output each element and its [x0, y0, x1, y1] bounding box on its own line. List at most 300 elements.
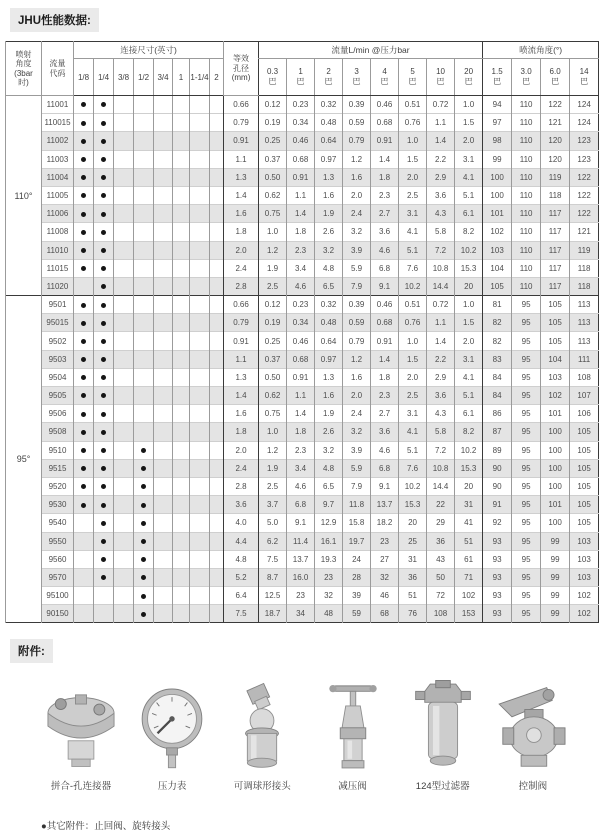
connection-dot-cell — [173, 350, 190, 368]
angle-value-cell: 110 — [512, 132, 541, 150]
dot-icon — [101, 539, 106, 544]
flow-value-cell: 34 — [287, 605, 315, 623]
angle-value-cell: 110 — [512, 168, 541, 186]
angle-value-cell: 95 — [512, 314, 541, 332]
table-row — [6, 186, 599, 204]
flow-value-cell: 0.12 — [259, 296, 287, 314]
flow-value-cell: 6.8 — [371, 459, 399, 477]
flow-value-cell: 1.5 — [399, 150, 427, 168]
header-flow-code: 流量 代码 — [42, 42, 74, 96]
connection-dot-cell — [74, 314, 94, 332]
flow-value-cell: 0.25 — [259, 332, 287, 350]
connection-dot-cell — [74, 605, 94, 623]
flow-code-cell: 11003 — [42, 150, 74, 168]
flow-value-cell: 8.7 — [259, 568, 287, 586]
connection-dot-cell — [190, 477, 210, 495]
dot-icon — [101, 393, 106, 398]
orifice-cell: 3.6 — [224, 496, 259, 514]
flow-code-cell: 9540 — [42, 514, 74, 532]
connection-dot-cell — [173, 423, 190, 441]
connection-dot-cell — [74, 405, 94, 423]
flow-value-cell: 1.0 — [455, 96, 483, 114]
flow-value-cell: 4.8 — [315, 459, 343, 477]
connection-dot-cell — [173, 114, 190, 132]
connection-dot-cell — [74, 277, 94, 295]
angle-value-cell: 90 — [483, 459, 512, 477]
header-connection-size: 3/8 — [114, 59, 134, 96]
dot-icon — [101, 466, 106, 471]
flow-value-cell: 0.91 — [371, 132, 399, 150]
flow-value-cell: 32 — [371, 568, 399, 586]
connection-dot-cell — [94, 114, 114, 132]
flow-value-cell: 1.0 — [399, 132, 427, 150]
flow-value-cell: 0.48 — [315, 114, 343, 132]
flow-value-cell: 31 — [399, 550, 427, 568]
connection-dot-cell — [173, 605, 190, 623]
angle-value-cell: 107 — [570, 387, 599, 405]
flow-value-cell: 1.2 — [343, 150, 371, 168]
flow-value-cell: 0.72 — [427, 296, 455, 314]
dot-icon — [101, 321, 106, 326]
flow-value-cell: 1.0 — [259, 423, 287, 441]
connection-dot-cell — [154, 150, 173, 168]
connection-dot-cell — [210, 568, 224, 586]
connection-dot-cell — [134, 405, 154, 423]
angle-value-cell: 89 — [483, 441, 512, 459]
flow-value-cell: 15.3 — [455, 459, 483, 477]
connection-dot-cell — [134, 496, 154, 514]
connection-dot-cell — [114, 96, 134, 114]
dot-icon — [81, 393, 86, 398]
accessory-caption: 124型过滤器 — [415, 781, 470, 793]
flow-value-cell: 0.68 — [371, 114, 399, 132]
flow-value-cell: 2.0 — [455, 132, 483, 150]
flow-value-cell: 23 — [287, 587, 315, 605]
connection-dot-cell — [210, 496, 224, 514]
orifice-cell: 2.4 — [224, 259, 259, 277]
header-angle-pressure: 1.5 巴 — [483, 59, 512, 96]
table-row — [6, 205, 599, 223]
orifice-cell: 1.6 — [224, 205, 259, 223]
dot-icon — [101, 503, 106, 508]
flow-code-cell: 9504 — [42, 368, 74, 386]
angle-value-cell: 120 — [541, 132, 570, 150]
flow-value-cell: 7.2 — [427, 241, 455, 259]
connection-dot-cell — [114, 150, 134, 168]
flow-value-cell: 1.5 — [455, 114, 483, 132]
dot-icon — [101, 175, 106, 180]
connection-dot-cell — [210, 350, 224, 368]
flow-value-cell: 51 — [399, 587, 427, 605]
connection-dot-cell — [114, 459, 134, 477]
connection-dot-cell — [154, 387, 173, 405]
header-connection-size: 1/2 — [134, 59, 154, 96]
connection-dot-cell — [74, 259, 94, 277]
flow-value-cell: 3.6 — [371, 223, 399, 241]
flow-value-cell: 0.50 — [259, 168, 287, 186]
angle-value-cell: 105 — [570, 496, 599, 514]
orifice-cell: 1.4 — [224, 387, 259, 405]
table-row — [6, 241, 599, 259]
flow-value-cell: 1.1 — [287, 387, 315, 405]
flow-value-cell: 48 — [315, 605, 343, 623]
angle-value-cell: 117 — [541, 277, 570, 295]
flow-value-cell: 2.3 — [287, 241, 315, 259]
dot-icon — [81, 230, 86, 235]
dot-icon — [81, 121, 86, 126]
flow-value-cell: 0.72 — [427, 96, 455, 114]
flow-value-cell: 39 — [343, 587, 371, 605]
flow-value-cell: 27 — [371, 550, 399, 568]
orifice-cell: 1.3 — [224, 168, 259, 186]
orifice-cell: 0.91 — [224, 132, 259, 150]
connection-dot-cell — [114, 350, 134, 368]
angle-value-cell: 98 — [483, 132, 512, 150]
angle-value-cell: 118 — [541, 186, 570, 204]
connection-dot-cell — [154, 168, 173, 186]
orifice-cell: 0.66 — [224, 96, 259, 114]
connection-dot-cell — [114, 296, 134, 314]
connection-dot-cell — [190, 132, 210, 150]
flow-code-cell: 9510 — [42, 441, 74, 459]
flow-value-cell: 3.6 — [371, 423, 399, 441]
connection-dot-cell — [134, 314, 154, 332]
connection-dot-cell — [134, 514, 154, 532]
flow-value-cell: 9.7 — [315, 496, 343, 514]
dot-icon — [141, 466, 146, 471]
angle-value-cell: 95 — [512, 477, 541, 495]
angle-value-cell: 95 — [512, 441, 541, 459]
connection-dot-cell — [154, 132, 173, 150]
accessory-item — [307, 676, 397, 792]
angle-value-cell: 105 — [541, 314, 570, 332]
flow-value-cell: 0.59 — [343, 314, 371, 332]
angle-value-cell: 95 — [512, 605, 541, 623]
connection-dot-cell — [190, 296, 210, 314]
flow-value-cell: 2.6 — [315, 223, 343, 241]
connection-dot-cell — [94, 550, 114, 568]
angle-value-cell: 100 — [541, 441, 570, 459]
angle-value-cell: 99 — [483, 150, 512, 168]
table-row — [6, 223, 599, 241]
flow-value-cell: 3.2 — [315, 241, 343, 259]
table-row — [6, 168, 599, 186]
dot-icon — [101, 284, 106, 289]
flow-value-cell: 3.1 — [455, 150, 483, 168]
flow-value-cell: 2.4 — [343, 405, 371, 423]
dot-icon — [81, 448, 86, 453]
connection-dot-cell — [210, 150, 224, 168]
connection-dot-cell — [210, 205, 224, 223]
accessories-title: 附件: — [10, 639, 53, 663]
connection-dot-cell — [74, 441, 94, 459]
angle-value-cell: 95 — [512, 587, 541, 605]
table-row — [6, 132, 599, 150]
flow-code-cell: 11006 — [42, 205, 74, 223]
connection-dot-cell — [190, 568, 210, 586]
flow-value-cell: 1.4 — [371, 350, 399, 368]
flow-value-cell: 6.8 — [287, 496, 315, 514]
header-connection-size: 1-1/4 — [190, 59, 210, 96]
flow-value-cell: 43 — [427, 550, 455, 568]
flow-value-cell: 7.6 — [399, 259, 427, 277]
dot-icon — [141, 557, 146, 562]
orifice-cell: 2.8 — [224, 277, 259, 295]
flow-value-cell: 1.6 — [315, 186, 343, 204]
connection-dot-cell — [190, 350, 210, 368]
flow-value-cell: 76 — [399, 605, 427, 623]
angle-value-cell: 101 — [483, 205, 512, 223]
header-flow-pressure: 0.3 巴 — [259, 59, 287, 96]
flow-value-cell: 1.1 — [287, 186, 315, 204]
angle-value-cell: 100 — [541, 423, 570, 441]
connection-dot-cell — [94, 605, 114, 623]
flow-value-cell: 0.59 — [343, 114, 371, 132]
flow-value-cell: 2.5 — [259, 477, 287, 495]
flow-value-cell: 1.5 — [399, 350, 427, 368]
connection-dot-cell — [134, 387, 154, 405]
dot-icon — [101, 575, 106, 580]
table-row — [6, 350, 599, 368]
connection-dot-cell — [134, 423, 154, 441]
connection-dot-cell — [74, 114, 94, 132]
connection-dot-cell — [114, 223, 134, 241]
connection-dot-cell — [190, 387, 210, 405]
flow-value-cell: 3.2 — [343, 223, 371, 241]
header-connection-size: 1/8 — [74, 59, 94, 96]
flow-value-cell: 23 — [315, 568, 343, 586]
flow-value-cell: 7.5 — [259, 550, 287, 568]
connection-dot-cell — [154, 459, 173, 477]
connection-dot-cell — [94, 405, 114, 423]
dot-icon — [81, 175, 86, 180]
flow-value-cell: 1.4 — [287, 205, 315, 223]
angle-value-cell: 93 — [483, 568, 512, 586]
connection-dot-cell — [210, 514, 224, 532]
flow-value-cell: 2.0 — [399, 168, 427, 186]
flow-value-cell: 1.5 — [455, 314, 483, 332]
connection-dot-cell — [190, 314, 210, 332]
table-row — [6, 514, 599, 532]
angle-value-cell: 95 — [512, 296, 541, 314]
orifice-cell: 1.6 — [224, 405, 259, 423]
flow-value-cell: 0.97 — [315, 150, 343, 168]
connection-dot-cell — [134, 605, 154, 623]
ball-joint-image — [229, 676, 295, 772]
connection-dot-cell — [114, 568, 134, 586]
flow-value-cell: 1.2 — [343, 350, 371, 368]
flow-value-cell: 0.51 — [399, 96, 427, 114]
connection-dot-cell — [114, 441, 134, 459]
flow-value-cell: 15.8 — [343, 514, 371, 532]
orifice-cell: 1.1 — [224, 150, 259, 168]
connection-dot-cell — [74, 205, 94, 223]
table-row — [6, 459, 599, 477]
flow-value-cell: 0.79 — [343, 332, 371, 350]
angle-value-cell: 95 — [512, 368, 541, 386]
connection-dot-cell — [210, 223, 224, 241]
angle-value-cell: 113 — [570, 332, 599, 350]
flow-value-cell: 20 — [455, 277, 483, 295]
spray-angle-cell: 95° — [6, 296, 42, 623]
pressure-gauge-image — [134, 676, 210, 772]
flow-value-cell: 14.4 — [427, 477, 455, 495]
connection-dot-cell — [74, 550, 94, 568]
connection-dot-cell — [190, 150, 210, 168]
dot-icon — [81, 248, 86, 253]
connection-dot-cell — [114, 387, 134, 405]
orifice-cell: 7.5 — [224, 605, 259, 623]
header-flow-pressure: 4 巴 — [371, 59, 399, 96]
dot-icon — [101, 557, 106, 562]
flow-value-cell: 0.51 — [399, 296, 427, 314]
flow-value-cell: 0.75 — [259, 205, 287, 223]
flow-value-cell: 4.1 — [455, 168, 483, 186]
connection-dot-cell — [210, 423, 224, 441]
accessory-item — [35, 676, 127, 792]
connection-dot-cell — [114, 477, 134, 495]
connection-dot-cell — [190, 514, 210, 532]
flow-value-cell: 29 — [427, 514, 455, 532]
flow-value-cell: 2.9 — [427, 368, 455, 386]
flow-value-cell: 4.8 — [315, 259, 343, 277]
header-connection-size: 3/4 — [154, 59, 173, 96]
dot-icon — [141, 594, 146, 599]
accessory-item — [127, 676, 217, 792]
connection-dot-cell — [74, 150, 94, 168]
connection-dot-cell — [210, 477, 224, 495]
connection-dot-cell — [134, 368, 154, 386]
accessory-caption: 控制阀 — [518, 781, 548, 793]
dot-icon — [81, 102, 86, 107]
flow-value-cell: 4.6 — [287, 477, 315, 495]
flow-value-cell: 0.97 — [315, 350, 343, 368]
connection-dot-cell — [94, 423, 114, 441]
accessory-caption: 可调球形接头 — [233, 781, 291, 793]
flow-value-cell: 32 — [315, 587, 343, 605]
flow-value-cell: 3.6 — [427, 186, 455, 204]
flow-value-cell: 11.8 — [343, 496, 371, 514]
flow-value-cell: 1.8 — [287, 423, 315, 441]
angle-value-cell: 83 — [483, 350, 512, 368]
connection-dot-cell — [74, 514, 94, 532]
flow-value-cell: 2.0 — [343, 387, 371, 405]
dot-icon — [101, 157, 106, 162]
dot-icon — [141, 448, 146, 453]
connection-dot-cell — [94, 350, 114, 368]
flow-value-cell: 0.62 — [259, 387, 287, 405]
flow-value-cell: 0.79 — [343, 132, 371, 150]
header-connection-size: 2 — [210, 59, 224, 96]
angle-value-cell: 82 — [483, 314, 512, 332]
flow-value-cell: 0.68 — [287, 150, 315, 168]
connection-dot-cell — [190, 496, 210, 514]
flow-value-cell: 2.0 — [399, 368, 427, 386]
flow-value-cell: 2.6 — [315, 423, 343, 441]
connection-dot-cell — [154, 605, 173, 623]
orifice-cell: 2.0 — [224, 241, 259, 259]
flow-value-cell: 36 — [427, 532, 455, 550]
connection-dot-cell — [210, 368, 224, 386]
connection-dot-cell — [173, 387, 190, 405]
flow-value-cell: 15.3 — [399, 496, 427, 514]
dot-icon — [141, 539, 146, 544]
angle-value-cell: 95 — [512, 387, 541, 405]
flow-code-cell: 90150 — [42, 605, 74, 623]
connection-dot-cell — [190, 205, 210, 223]
flow-value-cell: 0.39 — [343, 296, 371, 314]
connection-dot-cell — [190, 423, 210, 441]
angle-value-cell: 105 — [570, 459, 599, 477]
connection-dot-cell — [154, 205, 173, 223]
connection-dot-cell — [134, 532, 154, 550]
flow-value-cell: 14.4 — [427, 277, 455, 295]
connection-dot-cell — [154, 223, 173, 241]
orifice-cell: 0.91 — [224, 332, 259, 350]
flow-value-cell: 2.9 — [427, 168, 455, 186]
dot-icon — [101, 448, 106, 453]
flow-value-cell: 0.12 — [259, 96, 287, 114]
dot-icon — [101, 248, 106, 253]
connection-dot-cell — [74, 332, 94, 350]
angle-value-cell: 123 — [570, 150, 599, 168]
connection-dot-cell — [114, 605, 134, 623]
connection-dot-cell — [114, 405, 134, 423]
connection-dot-cell — [173, 441, 190, 459]
flow-value-cell: 6.5 — [315, 477, 343, 495]
angle-value-cell: 121 — [570, 223, 599, 241]
header-spray-angle: 喷射 角度 (3bar 时) — [6, 42, 42, 96]
angle-value-cell: 86 — [483, 405, 512, 423]
dot-icon — [81, 266, 86, 271]
flow-value-cell: 2.2 — [427, 150, 455, 168]
table-row — [6, 259, 599, 277]
flow-value-cell: 0.34 — [287, 314, 315, 332]
connection-dot-cell — [94, 587, 114, 605]
connection-dot-cell — [74, 477, 94, 495]
connection-dot-cell — [114, 132, 134, 150]
connection-dot-cell — [173, 568, 190, 586]
connection-dot-cell — [74, 168, 94, 186]
dot-icon — [81, 321, 86, 326]
angle-value-cell: 105 — [570, 477, 599, 495]
flow-value-cell: 9.1 — [371, 277, 399, 295]
connection-dot-cell — [134, 550, 154, 568]
flow-value-cell: 1.4 — [371, 150, 399, 168]
flow-value-cell: 51 — [455, 532, 483, 550]
connection-dot-cell — [94, 205, 114, 223]
flow-value-cell: 1.4 — [287, 405, 315, 423]
connection-dot-cell — [94, 259, 114, 277]
connection-dot-cell — [74, 496, 94, 514]
flow-value-cell: 2.3 — [371, 387, 399, 405]
connection-dot-cell — [134, 477, 154, 495]
connection-dot-cell — [134, 587, 154, 605]
orifice-cell: 0.79 — [224, 114, 259, 132]
flow-value-cell: 16.0 — [287, 568, 315, 586]
connection-dot-cell — [173, 332, 190, 350]
flow-value-cell: 0.19 — [259, 314, 287, 332]
connection-dot-cell — [210, 605, 224, 623]
connection-dot-cell — [154, 350, 173, 368]
orifice-cell: 1.8 — [224, 423, 259, 441]
flow-value-cell: 72 — [427, 587, 455, 605]
angle-value-cell: 118 — [570, 259, 599, 277]
header-flow-pressure: 3 巴 — [343, 59, 371, 96]
angle-value-cell: 123 — [570, 132, 599, 150]
table-row — [6, 441, 599, 459]
angle-value-cell: 105 — [570, 514, 599, 532]
